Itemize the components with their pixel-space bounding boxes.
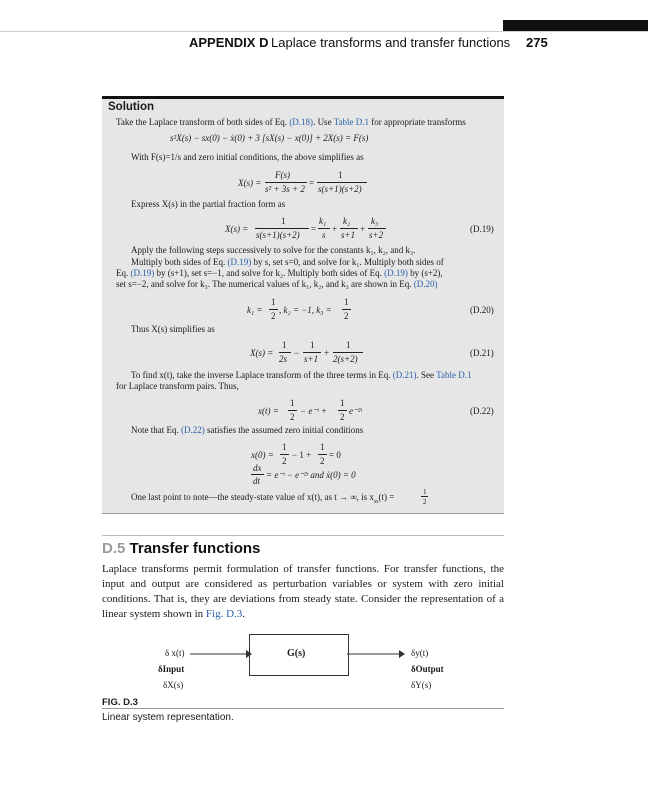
section-heading <box>102 540 260 557</box>
ref-d19-link[interactable]: (D.19) <box>130 268 155 278</box>
fraction-bar <box>279 352 291 353</box>
equation-k3-num: 1 <box>344 297 349 307</box>
equation-xs2-d3: 2(s+2) <box>333 354 358 364</box>
equation-xs2-lhs: X(s) = <box>250 348 274 358</box>
equation-x0-n2: 1 <box>320 442 325 452</box>
fraction-bar <box>269 309 278 310</box>
table-d1-link[interactable]: Table D.1 <box>436 370 472 380</box>
fraction-bar <box>265 182 307 183</box>
section-rule <box>102 535 504 536</box>
equation-x0-mid: − 1 + <box>292 450 312 460</box>
input-label: δInput <box>158 664 185 674</box>
equals-sign: = <box>309 178 315 188</box>
ref-d21-link[interactable]: (D.21) <box>392 370 417 380</box>
header-section-label: APPENDIX D <box>189 35 269 50</box>
equation-xt-n2: 1 <box>340 398 345 408</box>
equation-x0-n1: 1 <box>282 442 287 452</box>
fraction-bar <box>340 228 358 229</box>
equation-xt-d1: 2 <box>290 412 295 422</box>
fraction-bar <box>338 410 347 411</box>
equation-xs2-n1: 1 <box>282 340 287 350</box>
fraction-bar <box>333 352 363 353</box>
fraction-bar <box>255 228 309 229</box>
solution-para-4: set s=−2, and solve for k₃. The numerical values of k₁, k₂, and k₃ are shown in Eq. (D.20) <box>116 279 438 289</box>
fraction-bar <box>251 474 264 475</box>
equation-number-d20: (D.20) <box>470 305 494 315</box>
equation-x0-end: = 0 <box>329 450 341 460</box>
section-number: D.5 <box>102 540 126 557</box>
fraction-bar <box>280 454 289 455</box>
section-title: Transfer functions <box>129 540 261 557</box>
fraction-bar <box>317 182 367 183</box>
table-d1-link[interactable]: Table D.1 <box>333 117 370 127</box>
fraction-bar <box>342 309 351 310</box>
solution-line-3: Express X(s) in the partial fraction form as <box>131 199 286 209</box>
fraction-bar <box>318 228 330 229</box>
figure-caption-label: FIG. D.3 <box>102 697 138 708</box>
ref-d19-link[interactable]: (D.19) <box>384 268 408 278</box>
plus-sign: + <box>360 224 366 234</box>
equation-x0-lhs: x(0) = <box>251 450 274 460</box>
equation-number-d22: (D.22) <box>470 406 494 416</box>
ref-d18-link[interactable]: (D.18) <box>289 117 314 127</box>
equation-xt-lhs: x(t) = <box>258 406 279 416</box>
solution-line-1: Take the Laplace transform of both sides of Eq. (D.18). Use Table D.1 for appropriate transforms <box>116 117 466 127</box>
equation-k1-den: 2 <box>271 311 276 321</box>
equation-k1: k₁ = <box>247 305 263 315</box>
plus-sign: + <box>324 348 330 358</box>
equation-dx-rhs: = e⁻ᵗ − e⁻²ᵗ and ẋ(0) = 0 <box>266 470 356 480</box>
output-arrow <box>347 648 405 660</box>
plus-sign: + <box>332 224 338 234</box>
fraction-bar <box>368 228 386 229</box>
solution-para-3: Eq. (D.19) by (s+1), set s=−1, and solve for k₂. Multiply both sides of Eq. (D.19) by (s+2), <box>116 268 443 278</box>
equation-pf-num: 1 <box>281 216 286 226</box>
equation-x0-d1: 2 <box>282 456 287 466</box>
fig-d3-link[interactable]: Fig. D.3 <box>205 608 243 620</box>
equation-pf-k3: k₃ <box>371 216 379 226</box>
equation-xt-n1: 1 <box>290 398 295 408</box>
equation-k3-den: 2 <box>344 311 349 321</box>
figure-caption-text: Linear system representation. <box>102 712 234 723</box>
equation-xs-num2: 1 <box>338 170 343 180</box>
equation-k1-num: 1 <box>271 297 276 307</box>
fraction-bar <box>303 352 321 353</box>
output-signal-time: δy(t) <box>411 648 429 658</box>
equation-xs2-n2: 1 <box>310 340 315 350</box>
equation-pf-s2: s+2 <box>369 230 384 240</box>
equation-dx-den: dt <box>253 476 261 486</box>
equation-xs2-d1: 2s <box>279 354 288 364</box>
equation-x0-d2: 2 <box>320 456 325 466</box>
header-thin-rule <box>0 31 648 32</box>
input-arrow <box>190 648 252 660</box>
solution-line-4: Thus X(s) simplifies as <box>131 324 215 334</box>
output-label: δOutput <box>411 664 444 674</box>
equals-sign: = <box>311 224 317 234</box>
equation-pf-s: s <box>322 230 326 240</box>
solution-para-7: Note that Eq. (D.22) satisfies the assumed zero initial conditions <box>131 425 364 435</box>
ref-d20-link[interactable]: (D.20) <box>413 279 438 289</box>
equation-pf-den: s(s+1)(s+2) <box>256 230 300 240</box>
solution-title: Solution <box>108 101 154 113</box>
solution-para-1: Apply the following steps successively to solve for the constants k₁, k₂, and k₃. <box>131 245 416 255</box>
equation-xs-den2: s(s+1)(s+2) <box>318 184 362 194</box>
solution-para-8: One last point to note—the steady-state value of x(t), as t → ∞, is $x_{ss}(t)$ = <box>131 492 395 505</box>
minus-sign: − <box>294 348 300 358</box>
equation-xt-end: e⁻²ᵗ <box>349 406 362 416</box>
equation-dx-num: dx <box>253 463 262 473</box>
steady-state-den: 2 <box>423 498 427 506</box>
input-signal-laplace: δX(s) <box>163 680 184 690</box>
equation-pf-k1: k₁ <box>319 216 327 226</box>
fraction-bar <box>288 410 297 411</box>
solution-para-2: Multiply both sides of Eq. (D.19) by s, set s=0, and solve for k₁. Multiply both sides of <box>131 257 444 267</box>
equation-xt-mid: − e⁻ᵗ + <box>300 406 327 416</box>
equation-number-d19: (D.19) <box>470 224 494 234</box>
transfer-function-label: G(s) <box>287 648 306 659</box>
equation-xt-d2: 2 <box>340 412 345 422</box>
equation-pf-lhs: X(s) = <box>225 224 249 234</box>
equation-k2-k3: , k₂ = −1, k₃ = <box>279 305 332 315</box>
equation-xs-lhs: X(s) = <box>238 178 262 188</box>
header-title: Laplace transforms and transfer functions <box>271 35 511 50</box>
steady-state-num: 1 <box>423 488 427 496</box>
solution-para-6: for Laplace transform pairs. Thus, <box>116 381 239 391</box>
equation-pf-s1: s+1 <box>341 230 356 240</box>
input-signal-time: δ x(t) <box>165 648 185 658</box>
ref-d22-link[interactable]: (D.22) <box>181 425 205 435</box>
equation-transform: s²X(s) − sx(0) − ẋ(0) + 3 [sX(s) − x(0)] + 2X(s) = F(s) <box>170 133 369 143</box>
figure-caption-rule <box>102 708 504 709</box>
output-signal-laplace: δY(s) <box>411 680 432 690</box>
equation-xs2-d2: s+1 <box>304 354 319 364</box>
equation-pf-k2: k₂ <box>343 216 351 226</box>
header-rule-bar <box>503 20 648 31</box>
equation-xs-num1: F(s) <box>275 170 290 180</box>
solution-line-2: With F(s)=1/s and zero initial conditions, the above simplifies as <box>131 152 364 162</box>
fraction-bar <box>318 454 327 455</box>
section-paragraph: Laplace transforms permit formulation of transfer functions. For transfer functions, the input and output are considered as perturbation variables or system with zero initial conditions. That is, they are deviations from steady state. Consider the representation of a linear system shown in Fig. D.3. <box>102 563 504 620</box>
solution-para-5: To find x(t), take the inverse Laplace transform of the three terms in Eq. (D.21). See Table D.1 <box>131 370 472 380</box>
equation-xs2-n3: 1 <box>346 340 351 350</box>
equation-xs-den1: s² + 3s + 2 <box>265 184 305 194</box>
ref-d19-link[interactable]: (D.19) <box>227 257 252 267</box>
page-number: 275 <box>526 35 548 50</box>
equation-number-d21: (D.21) <box>470 348 494 358</box>
